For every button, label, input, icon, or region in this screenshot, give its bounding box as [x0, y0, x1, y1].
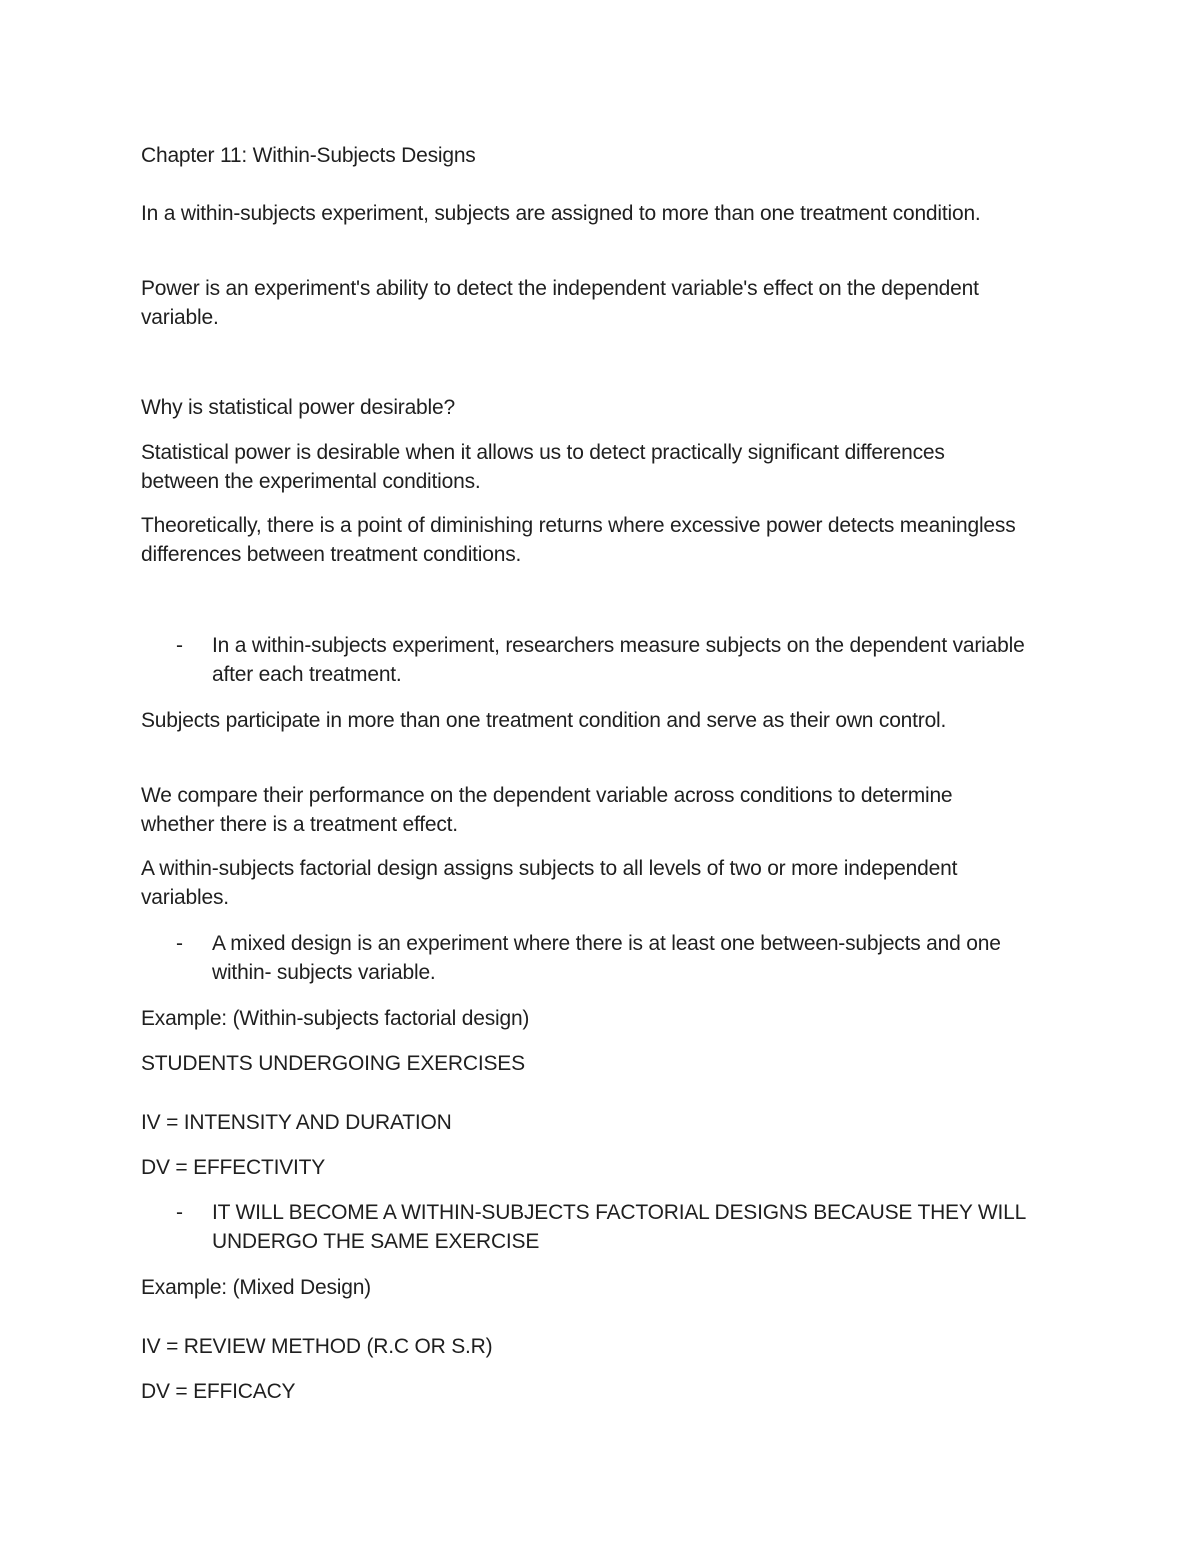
bullet-marker: -: [176, 1201, 183, 1224]
bullet-marker: -: [176, 634, 183, 657]
bullet-marker: -: [176, 932, 183, 955]
bullet-item-same-exercise: [141, 1198, 1061, 1256]
example-iv-line: IV = INTENSITY AND DURATION: [141, 1111, 452, 1134]
bullet-text: A mixed design is an experiment where there is at least one between-subjects and one within- subjects variable.: [212, 932, 1001, 984]
bullet-item-measure-after-treatment: [141, 631, 1061, 689]
paragraph-factorial-design: A within-subjects factorial design assigns subjects to all levels of two or more independent variables.: [141, 857, 958, 909]
bullet-text: In a within-subjects experiment, researchers measure subjects on the dependent variable after each treatment.: [212, 634, 1025, 686]
example2-dv-line: DV = EFFICACY: [141, 1380, 296, 1403]
paragraph-diminishing-returns: Theoretically, there is a point of diminishing returns where excessive power detects meaningless differences between treatment conditions.: [141, 514, 1016, 566]
chapter-title: Chapter 11: Within-Subjects Designs: [141, 144, 476, 167]
bullet-text: IT WILL BECOME A WITHIN-SUBJECTS FACTORIAL DESIGNS BECAUSE THEY WILL UNDERGO THE SAME EXERCISE: [212, 1201, 1026, 1253]
paragraph-power-definition: Power is an experiment's ability to detect the independent variable's effect on the dependent variable.: [141, 277, 979, 329]
question-heading: Why is statistical power desirable?: [141, 396, 455, 419]
paragraph-compare-performance: We compare their performance on the dependent variable across conditions to determine whether there is a treatment effect.: [141, 784, 953, 836]
bullet-item-mixed-design: [141, 929, 1061, 987]
paragraph-power-desirable: Statistical power is desirable when it allows us to detect practically significant differences between the experimental conditions.: [141, 441, 945, 493]
example2-iv-line: IV = REVIEW METHOD (R.C OR S.R): [141, 1335, 493, 1358]
example-heading-mixed: Example: (Mixed Design): [141, 1276, 371, 1299]
example-subject-line: STUDENTS UNDERGOING EXERCISES: [141, 1052, 525, 1075]
paragraph-own-control: Subjects participate in more than one treatment condition and serve as their own control.: [141, 709, 947, 732]
example-dv-line: DV = EFFECTIVITY: [141, 1156, 326, 1179]
example-heading-factorial: Example: (Within-subjects factorial design): [141, 1007, 530, 1030]
paragraph-within-subjects-definition: In a within-subjects experiment, subjects are assigned to more than one treatment condition.: [141, 202, 981, 225]
